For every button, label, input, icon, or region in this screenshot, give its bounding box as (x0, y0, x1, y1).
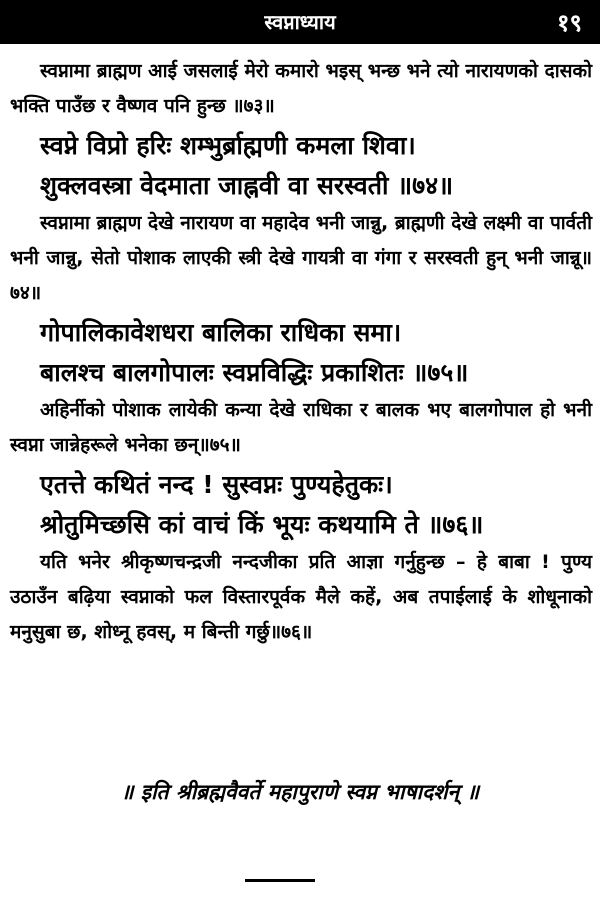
prose-paragraph-2: स्वप्नामा ब्राह्मण देखे नारायण वा महादेव भनी जान्नु, ब्राह्मणी देखे लक्ष्मी वा पार्वती भनी जान्नु, सेतो पोशाक लाएकी स्त्री देखे गायत्री वा गंगा र सरस्वती हुन् भनी जान्नू॥७४॥ (10, 212, 592, 304)
verse-75-line-1: गोपालिकावेशधरा बालिका राधिका समा। (40, 318, 402, 347)
verse-76-line-1: एतत्ते कथितं नन्द ! सुस्वप्नः पुण्यहेतुकः। (40, 470, 393, 499)
colophon: ॥ इति श्रीब्रह्मवैवर्ते महापुराणे स्वप्न भाषादर्शन् ॥ (120, 780, 480, 804)
page-body (0, 44, 600, 650)
verse-76-line-2: श्रोतुमिच्छसि कां वाचं किं भूयः कथयामि ते ॥७६॥ (40, 510, 484, 539)
page-header (0, 0, 600, 44)
verse-74-line-2: शुक्लवस्त्रा वेदमाता जाह्नवी वा सरस्वती ॥७४॥ (40, 171, 454, 200)
verse-74-line-1: स्वप्ने विप्रो हरिः शम्भुर्ब्राह्मणी कमला शिवा। (40, 131, 416, 160)
prose-paragraph-4: यति भनेर श्रीकृष्णचन्द्रजी नन्दजीका प्रति आज्ञा गर्नुहुन्छ – हे बाबा ! पुण्य उठाउँन बढ़िया स्वप्नाको फल विस्तारपूर्वक मैले कहें, अब तपाईलाई के शोधूनाको मनुसुबा छ, शोध्नू हवस्, म बिन्ती गर्छु॥७६॥ (10, 551, 592, 643)
chapter-title: स्वप्नाध्याय (264, 10, 336, 34)
prose-paragraph-3: अहिर्नीको पोशाक लायेकी कन्या देखे राधिका र बालक भए बालगोपाल हो भनी स्वप्ना जान्नेहरूले भनेका छन्॥७५॥ (10, 399, 592, 456)
prose-paragraph-1: स्वप्नामा ब्राह्मण आई जसलाई मेरो कमारो भइस् भन्छ भने त्यो नारायणको दासको भक्ति पाउँछ र वैष्णव पनि हुन्छ ॥७३॥ (10, 60, 592, 117)
page-number: १९ (557, 9, 582, 37)
end-rule (245, 879, 315, 882)
verse-76 (0, 465, 600, 545)
verse-75-line-2: बालश्च बालगोपालः स्वप्नविद्धिः प्रकाशितः ॥७५॥ (40, 358, 469, 387)
verse-75 (0, 313, 600, 393)
verse-74 (0, 126, 600, 206)
